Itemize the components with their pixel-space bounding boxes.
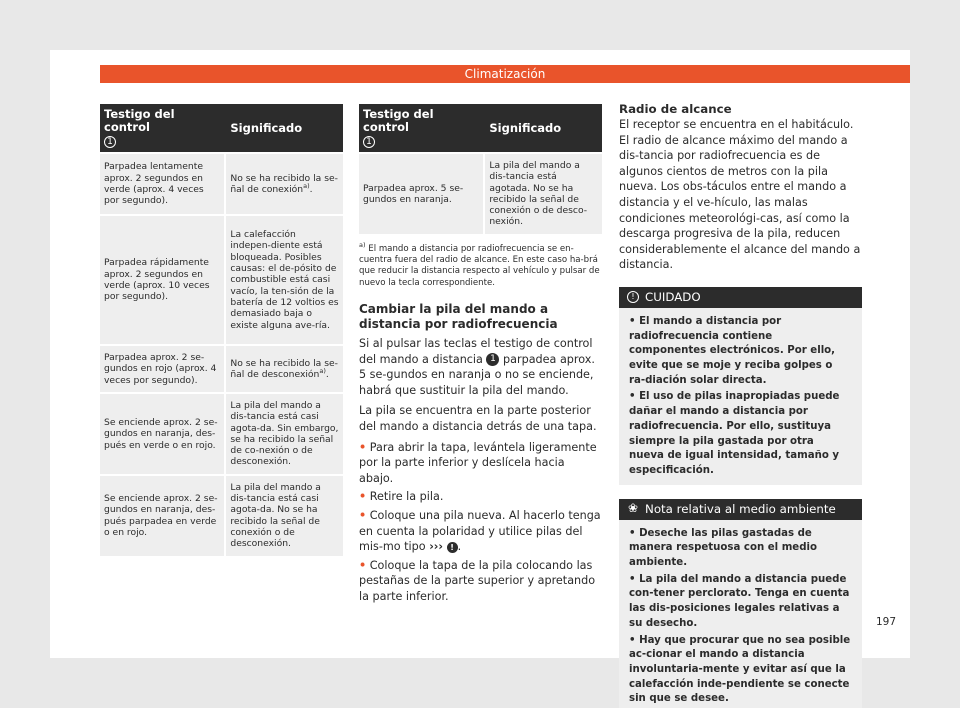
flower-icon: ❀ (627, 501, 639, 516)
table-header-meaning: Significado (226, 104, 343, 152)
list-item: • El mando a distancia por radiofrecuencia contiene componentes electrónicos. Por ello, evite que se moje y reciba golpes o ra-diación solar directa. (629, 315, 836, 386)
table-row (100, 154, 343, 214)
manual-page (50, 50, 910, 705)
table-header-row (359, 104, 602, 152)
section-header: Climatización (100, 65, 910, 83)
table-cell-indicator: Parpadea aprox. 5 se-gundos en naranja. (359, 154, 485, 234)
table-header-indicator: Testigo del control 1 (359, 104, 485, 152)
table-cell-meaning: La pila del mando a dis-tancia está agotada. No se ha recibido la señal de conexión o de desco-nexión. (485, 154, 602, 234)
table-header-meaning: Significado (485, 104, 602, 152)
list-item: • La pila del mando a distancia puede con-tener perclorato. Tenga en cuenta las dis-posiciones legales relativas a su desecho. (629, 573, 850, 629)
callout-number: 1 (104, 136, 116, 148)
table-row (359, 154, 602, 234)
list-item: • Coloque una pila nueva. Al hacerlo tenga en cuenta la polaridad y utilice pilas del mis-mo tipo ››› ! . (359, 508, 601, 554)
table-cell-indicator: Parpadea aprox. 2 se-gundos en rojo (aprox. 4 veces por segundo). (100, 346, 226, 392)
footnote-ref: a) (319, 366, 326, 375)
battery-section-title: Cambiar la pila del mando a distancia por radiofrecuencia (359, 301, 558, 332)
table-row (100, 216, 343, 344)
page-number: 197 (875, 616, 896, 628)
table-cell-meaning: No se ha recibido la se-ñal de conexión$^{a)}$. (226, 154, 343, 214)
list-item: • Retire la pila. (359, 490, 444, 504)
environment-box-body (619, 520, 862, 708)
battery-paragraph-2: La pila se encuentra en la parte posterior del mando a distancia detrás de una tapa. (359, 404, 597, 433)
callout-number: 1 (486, 353, 499, 366)
list-item: • Coloque la tapa de la pila colocando las pestañas de la parte superior y apretando la parte inferior. (359, 558, 596, 603)
table-cell-indicator: Se enciende aprox. 2 se-gundos en naranja, des-pués en verde o en rojo. (100, 394, 226, 474)
table-cell-meaning: No se ha recibido la se-ñal de desconexión$^{a)}$. (226, 346, 343, 392)
caution-icon: ! (627, 291, 639, 303)
column-left (100, 102, 343, 558)
table-row (100, 346, 343, 392)
range-section-title: Radio de alcance (619, 102, 732, 116)
table-row (100, 476, 343, 556)
caution-box (619, 287, 862, 485)
table-header-row (100, 104, 343, 152)
warning-icon: ! (447, 542, 458, 553)
table-cell-meaning: La pila del mando a dis-tancia está casi agota-da. No se ha recibido la señal de conexión o de desconexión. (226, 476, 343, 556)
indicator-table-2 (359, 102, 602, 236)
callout-number: 1 (363, 136, 375, 148)
list-item: • Hay que procurar que no sea posible ac-cionar el mando a distancia involuntaria-mente y evitar así que la calefacción inde-pendiente se conecte sin que se desee. (629, 634, 851, 705)
table-cell-meaning: La calefacción indepen-diente está bloqueada. Posibles causas: el de-pósito de combustible está casi vacío, la ten-sión de la batería de 12 voltios es demasiado baja o existe alguna ave-ría. (226, 216, 343, 344)
column-right (619, 102, 862, 708)
caution-box-body (619, 308, 862, 485)
indicator-table-1 (100, 102, 343, 558)
table-header-indicator: Testigo del control 1 (100, 104, 226, 152)
environment-box-title: ❀ Nota relativa al medio ambiente (619, 499, 862, 520)
table-row (100, 394, 343, 474)
list-item: • Para abrir la tapa, levántela ligeramente por la parte inferior y deslícela hacia abajo. (359, 440, 597, 485)
column-middle (359, 102, 602, 604)
table-cell-indicator: Se enciende aprox. 2 se-gundos en naranja, des-pués parpadea en verde o en rojo. (100, 476, 226, 556)
caution-box-title: ! CUIDADO (619, 287, 862, 308)
footnote-ref: a) (303, 181, 310, 190)
table-cell-indicator: Parpadea rápidamente aprox. 2 segundos en verde (aprox. 10 veces por segundo). (100, 216, 226, 344)
table-cell-meaning: La pila del mando a dis-tancia está casi agota-da. Sin embargo, se ha recibido la señal de co-nexión o de desconexión. (226, 394, 343, 474)
list-item: • El uso de pilas inapropiadas puede dañar el mando a distancia por radiofrecuencia. Por ello, sustituya siempre la pila gastada por otra nueva de igual intensidad, tamaño y especificación. (629, 391, 840, 476)
footnote: $^{a)}$ El mando a distancia por radiofrecuencia se en-cuentra fuera del radio de alcance. En este caso ha-brá que reducir la distancia respecto al vehículo y pulsar de nuevo la tecla correspondiente. (359, 240, 600, 288)
table-cell-indicator: Parpadea lentamente aprox. 2 segundos en verde (aprox. 4 veces por segundo). (100, 154, 226, 214)
battery-paragraph-1: Si al pulsar las teclas el testigo de control del mando a distancia 1 parpadea aprox. 5 se-gundos en naranja o no se enciende, habrá que sustituir la pila del mando. (359, 336, 595, 397)
list-item: • Deseche las pilas gastadas de manera respetuosa con el medio ambiente. (629, 527, 817, 569)
cross-reference-arrow[interactable]: ››› (429, 540, 444, 554)
environment-box (619, 499, 862, 708)
range-paragraph: El receptor se encuentra en el habitáculo. El radio de alcance máximo del mando a dis-tancia por radiofrecuencia es de algunos cientos de metros con la pila nueva. Los obs-táculos entre el mando a distancia y el ve-hículo, las malas condiciones meteorológi-cas, así como la descarga progresiva de la pila, reducen considerablemente el alcance del mando a distancia. (619, 118, 861, 272)
